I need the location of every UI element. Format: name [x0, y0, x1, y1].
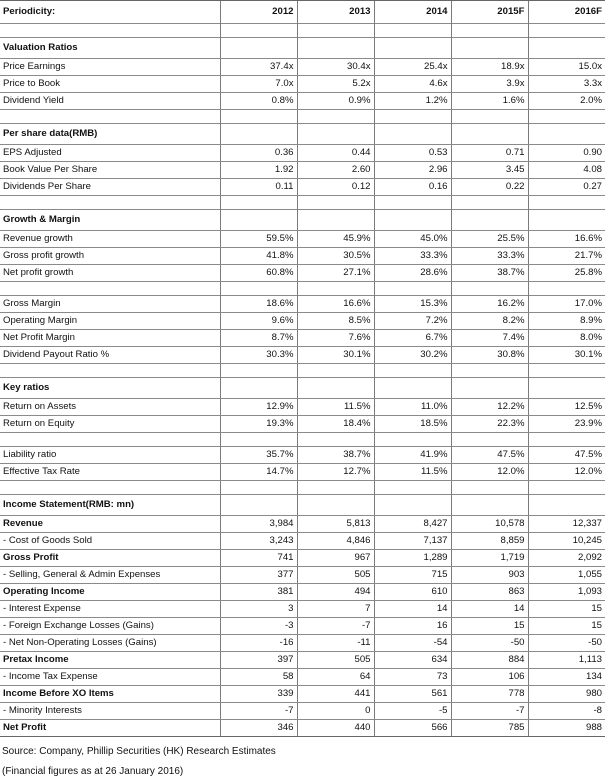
cell: -8	[528, 703, 605, 720]
row-label: Operating Margin	[0, 313, 220, 330]
cell: 3	[220, 601, 297, 618]
year-2016f: 2016F	[528, 1, 605, 24]
table-row	[0, 179, 605, 196]
row-label: Dividend Payout Ratio %	[0, 347, 220, 364]
cell: 23.9%	[528, 416, 605, 433]
cell: 0.11	[220, 179, 297, 196]
cell: 33.3%	[451, 248, 528, 265]
periodicity-label: Periodicity:	[0, 1, 220, 24]
row-label: Gross Margin	[0, 296, 220, 313]
cell: 38.7%	[297, 447, 374, 464]
cell: 12.9%	[220, 399, 297, 416]
table-row	[0, 399, 605, 416]
cell: -3	[220, 618, 297, 635]
cell: -7	[220, 703, 297, 720]
table-row	[0, 248, 605, 265]
table-row	[0, 347, 605, 364]
row-label: Income Before XO Items	[0, 686, 220, 703]
cell: 0.16	[374, 179, 451, 196]
cell: 6.7%	[374, 330, 451, 347]
cell: 7.0x	[220, 76, 297, 93]
year-2012: 2012	[220, 1, 297, 24]
cell: 381	[220, 584, 297, 601]
row-label: Liability ratio	[0, 447, 220, 464]
cell: 10,245	[528, 533, 605, 550]
cell: 3.3x	[528, 76, 605, 93]
header-row	[0, 1, 605, 24]
table-row	[0, 145, 605, 162]
section-income-header	[0, 495, 605, 516]
cell: 566	[374, 720, 451, 737]
cell: 0.36	[220, 145, 297, 162]
cell: 38.7%	[451, 265, 528, 282]
cell: 30.1%	[297, 347, 374, 364]
cell: 25.4x	[374, 59, 451, 76]
cell: 18.9x	[451, 59, 528, 76]
cell: 7.4%	[451, 330, 528, 347]
cell: 505	[297, 652, 374, 669]
cell: 30.1%	[528, 347, 605, 364]
cell: 1,289	[374, 550, 451, 567]
table-row	[0, 416, 605, 433]
source-note: Source: Company, Phillip Securities (HK) Research Estimates	[2, 746, 276, 757]
cell: 3.9x	[451, 76, 528, 93]
cell: 21.7%	[528, 248, 605, 265]
cell: 12.5%	[528, 399, 605, 416]
table-row	[0, 231, 605, 248]
spacer-row	[0, 24, 605, 38]
cell: 0.9%	[297, 93, 374, 110]
cell: 30.5%	[297, 248, 374, 265]
section-title: Key ratios	[0, 378, 220, 399]
row-label: - Net Non-Operating Losses (Gains)	[0, 635, 220, 652]
cell: 8,859	[451, 533, 528, 550]
cell: 4.6x	[374, 76, 451, 93]
section-per-share-header	[0, 124, 605, 145]
row-label: - Income Tax Expense	[0, 669, 220, 686]
cell: 561	[374, 686, 451, 703]
section-title: Income Statement(RMB: mn)	[0, 495, 220, 516]
row-label: Gross Profit	[0, 550, 220, 567]
row-label: Dividend Yield	[0, 93, 220, 110]
cell: 15.3%	[374, 296, 451, 313]
row-label: - Minority Interests	[0, 703, 220, 720]
row-label: Operating Income	[0, 584, 220, 601]
table-row	[0, 618, 605, 635]
cell: 9.6%	[220, 313, 297, 330]
cell: 1,113	[528, 652, 605, 669]
cell: 741	[220, 550, 297, 567]
table-row	[0, 76, 605, 93]
row-label: Price to Book	[0, 76, 220, 93]
cell: 4,846	[297, 533, 374, 550]
cell: 47.5%	[451, 447, 528, 464]
table-row	[0, 652, 605, 669]
cell: 19.3%	[220, 416, 297, 433]
row-label: EPS Adjusted	[0, 145, 220, 162]
cell: 8.7%	[220, 330, 297, 347]
cell: 14.7%	[220, 464, 297, 481]
cell: 22.3%	[451, 416, 528, 433]
cell: 134	[528, 669, 605, 686]
cell: 610	[374, 584, 451, 601]
cell: 0.27	[528, 179, 605, 196]
cell: 1.2%	[374, 93, 451, 110]
cell: 25.8%	[528, 265, 605, 282]
cell: 3.45	[451, 162, 528, 179]
table-row	[0, 686, 605, 703]
cell: 903	[451, 567, 528, 584]
row-label: Dividends Per Share	[0, 179, 220, 196]
cell: 16.6%	[528, 231, 605, 248]
section-title: Per share data(RMB)	[0, 124, 220, 145]
cell: 8,427	[374, 516, 451, 533]
cell: 778	[451, 686, 528, 703]
cell: 41.9%	[374, 447, 451, 464]
cell: 15	[451, 618, 528, 635]
cell: 7	[297, 601, 374, 618]
cell: 27.1%	[297, 265, 374, 282]
table-row	[0, 533, 605, 550]
cell: 0.12	[297, 179, 374, 196]
row-label: Effective Tax Rate	[0, 464, 220, 481]
row-label: Book Value Per Share	[0, 162, 220, 179]
table-row	[0, 703, 605, 720]
cell: 14	[451, 601, 528, 618]
cell: 58	[220, 669, 297, 686]
table-row	[0, 635, 605, 652]
table-row	[0, 720, 605, 737]
cell: 634	[374, 652, 451, 669]
cell: 15.0x	[528, 59, 605, 76]
cell: 8.0%	[528, 330, 605, 347]
cell: 1,719	[451, 550, 528, 567]
cell: 1,093	[528, 584, 605, 601]
cell: 35.7%	[220, 447, 297, 464]
cell: 16.6%	[297, 296, 374, 313]
cell: 12,337	[528, 516, 605, 533]
table-row	[0, 550, 605, 567]
cell: -50	[528, 635, 605, 652]
table-row	[0, 59, 605, 76]
table-row	[0, 464, 605, 481]
cell: 7.6%	[297, 330, 374, 347]
spacer-row	[0, 110, 605, 124]
spacer-row	[0, 282, 605, 296]
cell: 18.5%	[374, 416, 451, 433]
cell: -7	[451, 703, 528, 720]
table-row	[0, 601, 605, 618]
cell: 16	[374, 618, 451, 635]
spacer-row	[0, 364, 605, 378]
row-label: Gross profit growth	[0, 248, 220, 265]
cell: 73	[374, 669, 451, 686]
cell: 37.4x	[220, 59, 297, 76]
cell: 30.4x	[297, 59, 374, 76]
cell: 11.0%	[374, 399, 451, 416]
row-label: Return on Assets	[0, 399, 220, 416]
table-row	[0, 162, 605, 179]
cell: 0.8%	[220, 93, 297, 110]
table-row	[0, 447, 605, 464]
table-row	[0, 516, 605, 533]
cell: -7	[297, 618, 374, 635]
cell: 0.53	[374, 145, 451, 162]
row-label: - Foreign Exchange Losses (Gains)	[0, 618, 220, 635]
row-label: - Interest Expense	[0, 601, 220, 618]
cell: 41.8%	[220, 248, 297, 265]
table-row	[0, 584, 605, 601]
cell: 967	[297, 550, 374, 567]
cell: 346	[220, 720, 297, 737]
cell: 0.90	[528, 145, 605, 162]
cell: 11.5%	[374, 464, 451, 481]
cell: 8.2%	[451, 313, 528, 330]
cell: 15	[528, 601, 605, 618]
row-label: - Selling, General & Admin Expenses	[0, 567, 220, 584]
cell: -54	[374, 635, 451, 652]
cell: 2,092	[528, 550, 605, 567]
cell: 863	[451, 584, 528, 601]
cell: 14	[374, 601, 451, 618]
cell: 16.2%	[451, 296, 528, 313]
cell: 17.0%	[528, 296, 605, 313]
row-label: Revenue growth	[0, 231, 220, 248]
cell: 505	[297, 567, 374, 584]
cell: 10,578	[451, 516, 528, 533]
row-label: Net profit growth	[0, 265, 220, 282]
cell: 30.2%	[374, 347, 451, 364]
cell: 0.22	[451, 179, 528, 196]
cell: 440	[297, 720, 374, 737]
spacer-row	[0, 433, 605, 447]
cell: 33.3%	[374, 248, 451, 265]
cell: 5.2x	[297, 76, 374, 93]
cell: 18.4%	[297, 416, 374, 433]
cell: 377	[220, 567, 297, 584]
cell: 8.9%	[528, 313, 605, 330]
year-2014: 2014	[374, 1, 451, 24]
footer	[2, 742, 276, 782]
cell: 494	[297, 584, 374, 601]
cell: 7.2%	[374, 313, 451, 330]
cell: 980	[528, 686, 605, 703]
cell: 12.7%	[297, 464, 374, 481]
table-row	[0, 296, 605, 313]
table-row	[0, 330, 605, 347]
cell: 2.60	[297, 162, 374, 179]
cell: 11.5%	[297, 399, 374, 416]
table-row	[0, 567, 605, 584]
row-label: Revenue	[0, 516, 220, 533]
section-title: Valuation Ratios	[0, 38, 220, 59]
cell: 785	[451, 720, 528, 737]
cell: -50	[451, 635, 528, 652]
row-label: Price Earnings	[0, 59, 220, 76]
cell: 3,984	[220, 516, 297, 533]
year-2015f: 2015F	[451, 1, 528, 24]
section-title: Growth & Margin	[0, 210, 220, 231]
section-growth-header	[0, 210, 605, 231]
cell: 0.44	[297, 145, 374, 162]
cell: 7,137	[374, 533, 451, 550]
cell: 1.6%	[451, 93, 528, 110]
spacer-row	[0, 196, 605, 210]
cell: 4.08	[528, 162, 605, 179]
cell: 397	[220, 652, 297, 669]
cell: 5,813	[297, 516, 374, 533]
cell: 1.92	[220, 162, 297, 179]
cell: -16	[220, 635, 297, 652]
cell: 12.0%	[528, 464, 605, 481]
cell: 25.5%	[451, 231, 528, 248]
cell: 884	[451, 652, 528, 669]
cell: 0.71	[451, 145, 528, 162]
section-key-ratios-header	[0, 378, 605, 399]
row-label: - Cost of Goods Sold	[0, 533, 220, 550]
cell: 15	[528, 618, 605, 635]
cell: -11	[297, 635, 374, 652]
cell: 0	[297, 703, 374, 720]
cell: 47.5%	[528, 447, 605, 464]
cell: 28.6%	[374, 265, 451, 282]
cell: 2.96	[374, 162, 451, 179]
section-valuation-header	[0, 38, 605, 59]
cell: 339	[220, 686, 297, 703]
cell: 45.9%	[297, 231, 374, 248]
figures-date-note: (Financial figures as at 26 January 2016)	[2, 766, 184, 777]
cell: 30.8%	[451, 347, 528, 364]
row-label: Pretax Income	[0, 652, 220, 669]
row-label: Return on Equity	[0, 416, 220, 433]
spacer-row	[0, 481, 605, 495]
cell: 12.0%	[451, 464, 528, 481]
cell: 60.8%	[220, 265, 297, 282]
cell: 106	[451, 669, 528, 686]
cell: 30.3%	[220, 347, 297, 364]
cell: 45.0%	[374, 231, 451, 248]
row-label: Net Profit	[0, 720, 220, 737]
table-row	[0, 669, 605, 686]
cell: 64	[297, 669, 374, 686]
cell: 12.2%	[451, 399, 528, 416]
table-row	[0, 313, 605, 330]
cell: 3,243	[220, 533, 297, 550]
row-label: Net Profit Margin	[0, 330, 220, 347]
table-row	[0, 93, 605, 110]
cell: 1,055	[528, 567, 605, 584]
cell: 2.0%	[528, 93, 605, 110]
cell: 988	[528, 720, 605, 737]
cell: 715	[374, 567, 451, 584]
cell: 8.5%	[297, 313, 374, 330]
cell: 59.5%	[220, 231, 297, 248]
cell: -5	[374, 703, 451, 720]
cell: 18.6%	[220, 296, 297, 313]
table-row	[0, 265, 605, 282]
cell: 441	[297, 686, 374, 703]
year-2013: 2013	[297, 1, 374, 24]
